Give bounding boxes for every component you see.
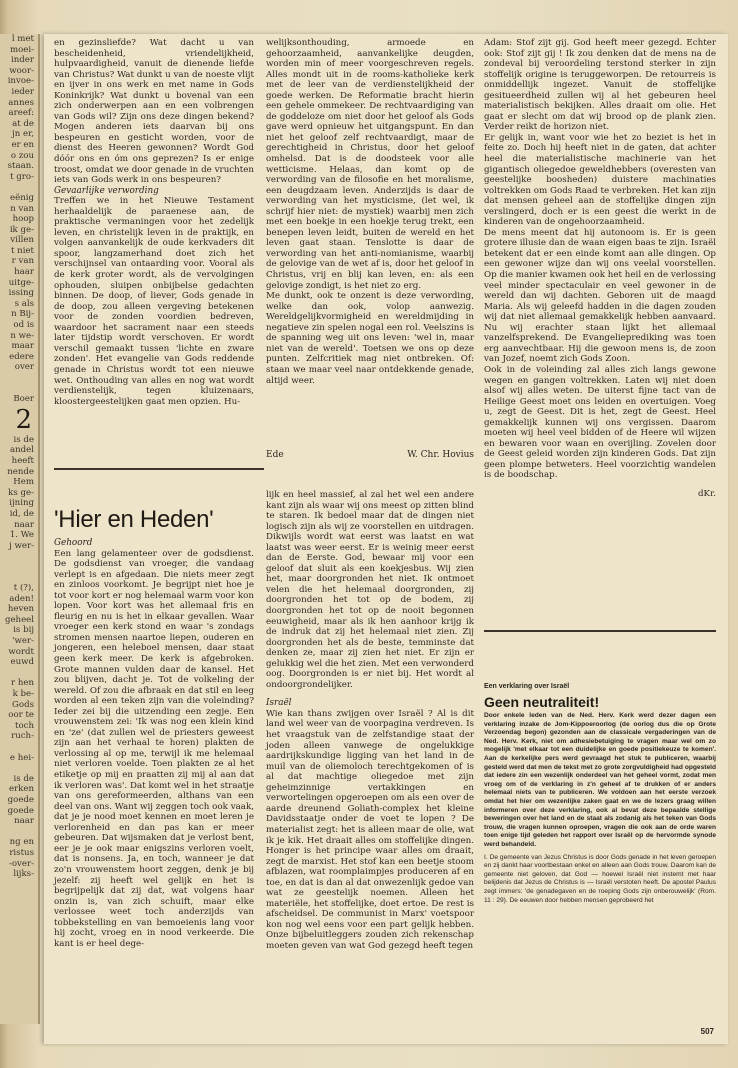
previous-page-fragment: hoop [12, 214, 34, 225]
previous-page-fragment: areef: [8, 108, 34, 119]
previous-page-fragment: ng en [9, 837, 34, 848]
previous-page-fragment: ieder [11, 86, 34, 97]
subheading-israel: Israël [266, 698, 292, 709]
previous-page-fragment: is de [13, 434, 34, 445]
previous-page-fragment: heeft [11, 455, 34, 466]
col3-paragraph-3: De mens meent dat hij autonoom is. Er is geen grotere illusie dan de waan eigen baas te zijn. Israël betekent dat er een einde komt aan alle dingen. Op een gewoner wijze dan wij ons veelal voorstellen. Op die manier kwamen ook het heil en de verlossing veel minder spectaculair en veel gewoner in de wereld dan wij dachten. Geboren uit de maagd Maria. Als wij geleefd hadden in die dagen zouden wij dat niet allemaal gemakkelijk hebben aanvaard. Nu wij erachter staan lijkt het allemaal vanzelfsprekend. De Evangelieprediking was toen erg aanvechtbaar. Hij die gewoon mens is, de zoon van Jozef, noemt zich Gods Zoon. [484, 227, 716, 365]
previous-page-fragment: uitge- [8, 277, 34, 288]
previous-page-fragment: 'wer- [12, 636, 34, 647]
previous-page-fragment: nende [7, 466, 34, 477]
previous-page-fragment: r hen [11, 678, 34, 689]
col3-paragraph-4: Ook in de voleinding zal alles zich langs gewone wegen en gangen voltrekken. Laten wij niet doen alsof wij alles weten. De uiterst fijne tact van de Heilige Geest moet ons leiden en overtuigen. Voeg u, zegt de Geest. Dit is het, zegt de Geest. Heel gemakkelijk kunnen wij ons vergissen. Daarom moeten wij heel veel bidden of de Heere wil wijzen en bewaren voor waan en overijling. Zovelen door de Geest geleid worden zijn kinderen Gods. Dat zijn geen plompe betweters. Heel voorzichtig wandelen is de boodschap. [484, 364, 716, 481]
previous-page-fragment: j wer- [9, 540, 34, 551]
previous-page-fragment: od is [13, 320, 34, 331]
previous-page-fragment [0, 182, 38, 193]
previous-page-fragment: villen [10, 235, 34, 246]
previous-page-lines [0, 34, 38, 880]
previous-page-fragment: 1. We [9, 530, 34, 541]
previous-page-fragment: is bij [13, 625, 34, 636]
previous-page-fragment: er en [11, 139, 34, 150]
hier-en-heden-title: 'Hier en Heden' [54, 506, 214, 533]
column-2-top [266, 38, 474, 386]
previous-page-fragment: n Bij- [11, 309, 34, 320]
neutraliteit-title: Geen neutraliteit! [484, 693, 600, 710]
previous-page-fragment: o zou [10, 150, 34, 161]
subheading-gehoord: Gehoord [54, 538, 93, 548]
previous-page-fragment: eënig [10, 192, 34, 203]
previous-page-fragment [0, 742, 38, 753]
neutraliteit-article [484, 682, 716, 905]
col2-paragraph-1: welijksonthouding, armoede en gehoorzaamheid, aanvankelijke deugden, worden min of meer voorgeschreven regels. Alles mondt uit in de rooms-katholieke kerk met de leer van de verdienstelijkheid der goede werken. De Reformatie bracht hierin een gehele ommekeer. De rechtvaardiging van de goddeloze om niet door het geloof als Gods gave werd opnieuw het uitgangspunt. En dan niet het geloof zelf rechtvaardigt, maar de gerechtigheid in Christus, door het geloof omhelsd. Dat is de doodsteek voor alle wetticisme. Helaas, dan komt op de verwording van de filosofie en het moralisme, een deugdzaam leven. Anderzijds is daar de verwording van het mysticisme, (let wel, ik schrijf hier niet: de mystiek) waarbij men zich met een boekje in een hoekje terug trekt, een benepen leven leidt, buiten de wereld en het leven gaat staan. Tenslotte is daar de verwording van het anti-nomianisme, waarbij de gelovige van de wet af is, door het geloof in Christus, vrij en blij kan leven, en: als een gelovige zondigt, is het niet zo erg. [266, 38, 474, 291]
previous-page-fragment: r van [11, 256, 34, 267]
previous-page-fragment: wordt [8, 646, 34, 657]
previous-page-fragment [0, 373, 38, 384]
previous-page-fragment: at de [12, 118, 34, 129]
previous-page-fragment: ik ge- [9, 224, 34, 235]
section-rule-right [484, 630, 716, 632]
previous-page-fragment [0, 827, 38, 838]
signature-place: Ede [266, 450, 284, 460]
previous-page-fragment: goede [7, 794, 34, 805]
previous-page-fragment: maar [11, 341, 34, 352]
previous-page-fragment: t gro- [10, 171, 34, 182]
hier-paragraph: Een lang gelamenteer over de godsdienst. De godsdienst van vroeger, die vandaag verlept is en afgedaan. Die niets meer zegt en zinloos voorkomt. Je begrijpt niet hoe je tot voor kort er nog helemaal warm voor kon lopen. Voor kort was het allemaal fris en fleurig en nu is het in elkaar gevallen. Waar vroeger een kerk stond en waar 's zondags stromen mensen naartoe liepen, ouderen en jongeren, een heleboel mensen, daar staat geen kerk meer. De kerk is afgebroken. Grote mannen vulden daar de kansel. Het zou blijven, dacht je. Tot de volkeling der wereld. Of zou die afbraak en dat stil en leeg worden al een teken zijn van die voleinding? Ieder zei bij die uitzending een zegje. Een vrouwenstem zei: 'Ik was nog een klein kind en 'ze' (dat zullen wel de priesters geweest zijn aan het verhaal te horen) plakten de verlossing al op me, terwijl ik me helemaal niet verloren voelde. Toen plakten ze al het etiketje op mij en praatten zij mij al aan dat ik verloren was'. Dat komt wel in het straatje van ons gereformeerden, althans van een deel van ons. Want wij zeggen toch ook vaak, dat je je nood moet kennen en moet leren je verlorenheid en dan pas kan er meer gebeuren. Dat wijsmaken dat je verlost bent, eer je je ook maar enigszins verloren voelt, dat is nonsens. Ja, en toch, wanneer je dat zo'n vrouwenstem hoort zeggen, denk je bij jezelf: zij heeft wel gelijk en het is begrijpelijk dat zij dat, wat volgens haar onzin is, van zich schuift, maar elke verlossee weet toch anderzijds van tobbekstelling en van bemoeienis lang voor hij zocht, vroeg en in nood verkeerde. Die kant is er heel dege- [54, 548, 254, 949]
previous-page-fragment: toch [15, 720, 34, 731]
hier-col2-paragraph: lijk en heel massief, al zal het wel een andere kant zijn als waar wij ons meest op zitten blind te staren. Ik bedoel maar dat de dingen niet logisch zijn als wij ze voorstellen en uitdragen. Dikwijls wordt wat eerst was laatst en wat laatst was weer eerst. Er is weinig meer eerst dan de Eerste. God, bewaar mij voor een geloof dat sluit als een koekjesbus. Wij zien het, maar doorgronden het niet. Ik ontmoet velen die het helemaal doorgronden, zij doorgronden het tot op de bodem, zij doorgronden het tot op de nooit begonnen eeuwigheid, maar als ik hen aanhoor krijg ik de indruk dat zij het helemaal niet zien. Zij doorgronden het als de beste, temminste dat denken ze, maar zij zien het niet. Er zijn er gelukkig wel die het zien. Met een verwonderd oog. Doorgronden is er niet bij. Het wordt al ondoorgrondelijker. [266, 490, 474, 690]
previous-page-fragment: n van [10, 203, 34, 214]
previous-page-fragment: -over- [8, 858, 34, 869]
previous-page-fragment: k be- [12, 689, 34, 700]
previous-page-fragment: oor te [8, 710, 34, 721]
section-rule-left [54, 468, 264, 470]
previous-page-fragment [0, 562, 38, 573]
previous-page-fragment: ks ge- [8, 487, 34, 498]
previous-page-fragment: erken [8, 784, 34, 795]
previous-page-fragment: staan. [7, 161, 34, 172]
magazine-page [44, 34, 728, 1044]
previous-page-fragment: edere [9, 351, 34, 362]
col3-paragraph-2: Er gelijk in, want voor wie het zo beziet is het in feite zo. Doch hij heeft niet in de gaten, dat achter heel die materialistische machinerie van het gigantisch oliegedoe geweldhebbers (overesten van geestelijke boosheden) duistere machinaties voltrekken om Gods Raad te verbreken. Het kan zijn dat mensen geheel aan de stoffelijke dingen zijn verslingerd, doch er is een geest die werkt in de kinderen van de ongehoorzaamheid. [484, 132, 716, 228]
previous-page-fragment [0, 763, 38, 774]
previous-page-number-2: 2 [15, 404, 32, 435]
previous-page-fragment: e hei- [9, 752, 34, 763]
previous-page-fragment: jn er, [12, 129, 34, 140]
previous-page-fragment: l met [11, 34, 34, 44]
previous-page-fragment: lijks- [13, 869, 34, 880]
previous-page-fragment: goede [7, 805, 34, 816]
israel-paragraph: Wie kan thans zwijgen over Israël ? Al is dit land wel weer van de voorpagina verdreven. Is het vraagstuk van de zelfstandige staat der joden alleen vanwege de ongelukkige aardrijkskundige ligging van het land in de muil van de oliemoloch terechtgekomen of is al dat machtige oliegedoe met zijn geheimzinnige vertakkingen en verwortelingen opgeroepen om als een over de aarde dreunend Goliath-complex het kleine Davidsstaatje onder de voet te lopen ? De materialist zegt: het is alleen maar de olie, wat ik je kik. Het draait alles om stoffelijke dingen. Honger is het principe waar alles om draait, zegt de marxist. Het stof kan een beetje stoom afblazen, wat roomplaimpjes produceren af en toe, en dat is dan al dat onwezenlijk gedoe van wat ze geestelijk noemen. Alleen het materiële, het stoffelijke, doet ertoe. De rest is afscheidsel. De communist in Marx' voetspoor kon nog wel eens voor een part gelijk hebben. Onze bijbeluitleggers zouden zich rekenschap moeten geven van wat God gezegd heeft tegen [266, 708, 474, 951]
col2-paragraph-2: Me dunkt, ook te onzent is deze verwording, welke dan ook, volop aanwezig. Wereldgelijkvormigheid en wereldmijding in negatieve zin spelen nogal een rol. Veelszins is de spanning weg uit ons leven: 'wel in, maar niet van de wereld'. Toetsen we ons op deze punten. Zelfcritiek mag niet ontbreken. Of: staan we maar veel naar ontdekkende genade, altijd weer. [266, 291, 474, 386]
col1-paragraph: en gezinsliefde? Wat dacht u van bescheidenheid, vriendelijkheid, hulpvaardigheid, vanuit de dienende liefde van Christus? Wat dunkt u van de noeste vlijt en ijver in ons werk en met name in Gods Koninkrijk? Wat dunkt u bovenal van een zich onderwerpen aan en een volbrengen van Gods wil? Zijn ons deze dingen bekend? Mogen anderen iets daarvan bij ons bespeuren en gesticht worden, voor de dienst des Heeren gewonnen? Wordt God dóór ons en óm ons geprezen? Is er enige troost, omdat we door genade in de vruchten iets van Gods werk in ons bespeuren? [54, 38, 254, 186]
previous-page-fragment: Hem [13, 477, 34, 488]
col3-paragraph-1: Adam: Stof zijt gij. God heeft meer gezegd. Echter ook: Stof zijt gij ! Ik zou denken dat de mens na de zondeval bij veroordeling terstond sterker in zijn stoffelijk origine is teruggeworpen. De retourreis is onmiddellijk ingezet. Vanuit de stoffelijke gesitueerdheid zullen wij al het gebeuren heel materialistisch bekijken. Alles draait om olie. Het gaat er slecht om dat wij brood op de plank zien. Verder reikt de horizon niet. [484, 38, 716, 133]
previous-page-fragment: id, de [9, 508, 34, 519]
previous-page-fragment: naar [14, 519, 34, 530]
column-1-top [54, 38, 254, 407]
previous-page-fragment: naar [14, 816, 34, 827]
previous-page-fragment: over [14, 362, 34, 373]
previous-page-fragment: invoe- [7, 76, 34, 87]
previous-page-fragment: s als [14, 298, 34, 309]
previous-page-fragment: t (?), [13, 583, 34, 594]
column-1-bottom [54, 538, 254, 949]
previous-page-edge [0, 34, 40, 1024]
previous-page-fragment: andel [10, 445, 34, 456]
previous-page-fragment: aden! [9, 593, 34, 604]
previous-page-fragment [0, 551, 38, 562]
previous-page-fragment: t niet [10, 245, 34, 256]
neutraliteit-kicker: Een verklaring over Israël [484, 683, 570, 690]
previous-page-fragment: issing [8, 288, 34, 299]
previous-page-fragment: heven [7, 604, 34, 615]
neutraliteit-body: I. De gemeente van Jezus Christus is door Gods genade in het leven geroepen en zij dankt haar voortbestaan enkel en alleen aan Gods trouw. Daarom kan de gemeente niet geloven, dat God — hoewel Israël niet instemt met haar belijdenis dat Jezus de Christus is — Israël verstoten heeft. De apostel Paulus zegt immers: 'de genadegaven en de roeping Gods zijn onberouwelijk' (Rom. 11 : 29). De eeuwen door hebben mensen geprobeerd het [484, 853, 716, 904]
previous-page-fragment [0, 384, 38, 395]
previous-page-fragment: Boer [13, 394, 34, 405]
previous-page-fragment: moei- [9, 44, 34, 55]
previous-page-fragment: annes [8, 97, 34, 108]
neutraliteit-intro: Door enkele leden van de Ned. Herv. Kerk werd dezer dagen een verklaring inzake de Jom-Kippoeroorlog (de oorlog dus die op Grote Verzoendag begon) gezonden aan de classicale vergaderingen van de Ned. Herv. Kerk, niet om adhesiebetuiging te vragen maar wel om zo mogelijk 'met elkaar tot een duidelijke en goede positiekeuze te komen'. Aan de kerkelijke pers werd gevraagd het stuk te publiceren, waarbij gesteld werd dat men de tekst met zo grote zorgvuldigheid had opgesteld dat iedere zin een wezenlijk onderdeel van het geheel vormt, zodat men vroeg om of de verklaring in z'n geheel af te drukken of er anders helemaal niets van te publiceren. We voldoen aan het eerste verzoek omdat het hier om wezenlijke zaken gaat en we de lezers graag willen informeren over deze verklaring, ook al bevat deze bepaalde stellige beweringen over het land en de staat als zodanig als het teken van Gods trouw, die vragen kunnen oproepen, vragen die ook aan de orde waren toen enige tijd geleden het rapport over Israël op de hervormde synode werd behandeld. [484, 712, 716, 848]
subheading-gevaarlijke: Gevaarlijke verwording [54, 185, 159, 196]
previous-page-fragment: geheel [4, 614, 34, 625]
signature-author: W. Chr. Hovius [407, 450, 474, 460]
previous-page-fragment: is de [13, 773, 34, 784]
previous-page-fragment [0, 573, 38, 584]
previous-page-fragment [0, 668, 38, 679]
previous-page-fragment: inder [11, 55, 34, 66]
previous-page-fragment: ristus [9, 847, 34, 858]
previous-page-fragment: haar [14, 267, 34, 278]
previous-page-fragment: Gods [12, 699, 34, 710]
column-3-top [484, 38, 716, 500]
page-number: 507 [700, 1027, 714, 1036]
previous-page-fragment: ruch- [11, 731, 34, 742]
previous-page-fragment: ijning [9, 498, 34, 509]
previous-page-fragment: woor- [9, 65, 34, 76]
column-2-bottom [266, 490, 474, 952]
previous-page-fragment: n we- [10, 330, 34, 341]
signature-dkr: dKr. [697, 488, 716, 499]
col1-paragraph-2: Treffen we in het Nieuwe Testament herhaaldelijk de paraenese aan, de praktische vermaningen voor het zedelijk leven, en christelijk leven in de praktijk, en volgen aanvankelijk de oude kerkvaders dit spoor, langzamerhand doet zich het verschijnsel van ontaarding voor. Vooral als de kerk groter wordt, als de vervolgingen ophouden, sluipen onbijbelse gedachten binnen. De doop, of liever, Gods genade in de doop, zou alleen vergeving betekenen voor de zonden voordien bedreven, waardoor het sacrament naar een steeds later tijdstip wordt verschoven. Er wordt verschil gemaakt tussen 'lichte en zware zonden'. Het evangelie van Gods reddende genade in Christus wordt tot een nieuwe wet. Onthouding van alles en nog wat wordt verdienstelijk, tegen kluizenaars, kloostergeestelijken gaat men opzien. Hu- [54, 196, 254, 407]
previous-page-fragment: euwd [10, 657, 34, 668]
